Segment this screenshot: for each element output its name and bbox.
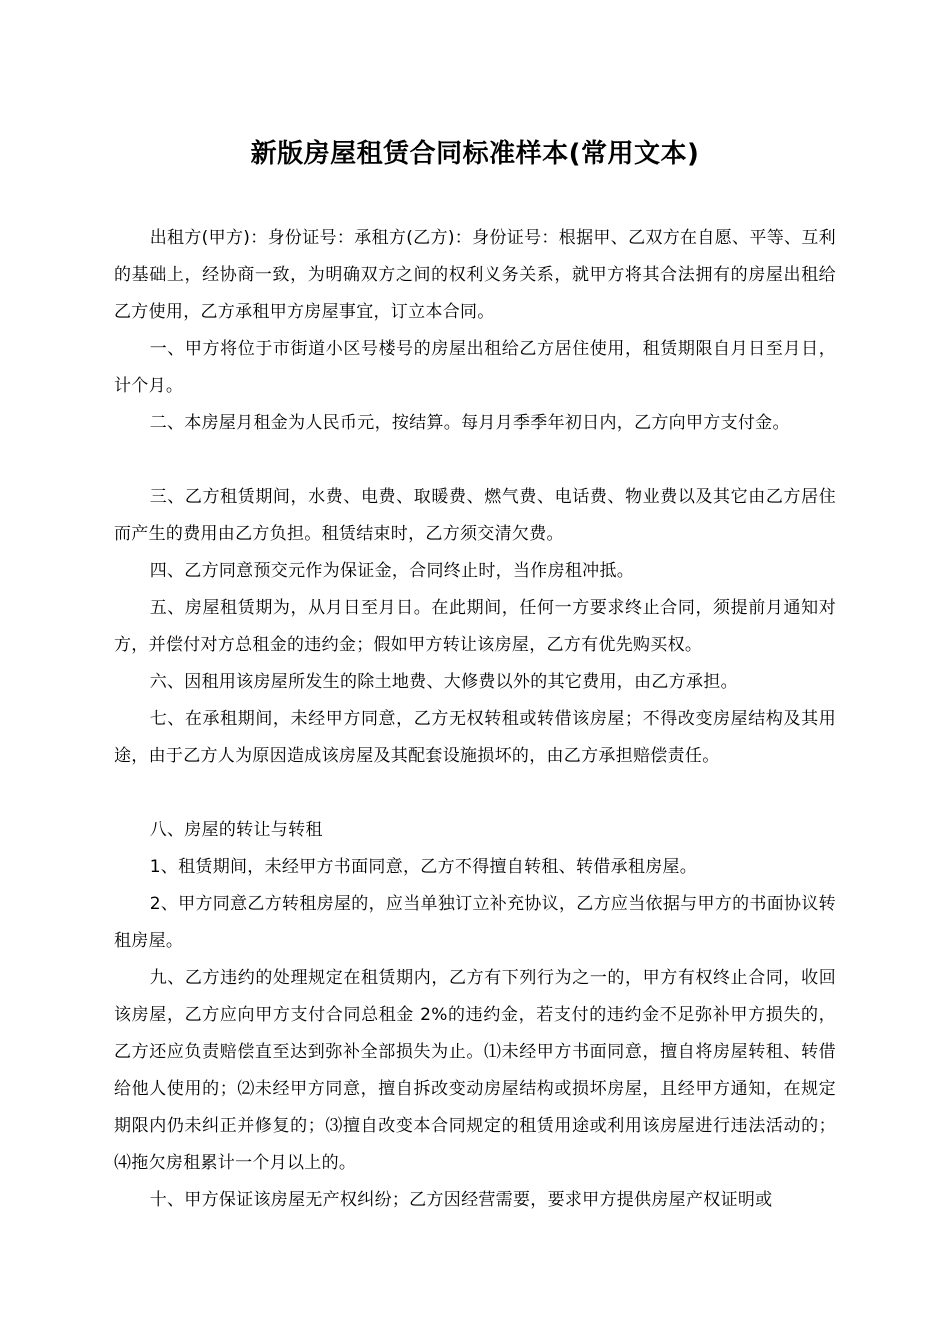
paragraph-clause-4: 四、乙方同意预交元作为保证金，合同终止时，当作房租冲抵。 <box>149 561 635 581</box>
paragraph-clause-7: 七、在承租期间，未经甲方同意，乙方无权转租或转借该房屋；不得改变房屋结构及其用途，由于乙方人为原因造成该房屋及其配套设施损坏的，由乙方承担赔偿责任。 <box>114 709 836 766</box>
paragraph-clause-6: 六、因租用该房屋所发生的除土地费、大修费以外的其它费用，由乙方承担。 <box>149 672 738 692</box>
paragraph-clause-3: 三、乙方租赁期间，水费、电费、取暖费、燃气费、电话费、物业费以及其它由乙方居住而产生的费用由乙方负担。租赁结束时，乙方须交清欠费。 <box>114 487 836 544</box>
paragraph-clause-2: 二、本房屋月租金为人民币元，按结算。每月月季季年初日内，乙方向甲方支付金。 <box>149 413 790 433</box>
paragraph-clause-8-item-2: 2、甲方同意乙方转租房屋的，应当单独订立补充协议，乙方应当依据与甲方的书面协议转租房屋。 <box>114 894 836 951</box>
paragraph-clause-5: 五、房屋租赁期为，从月日至月日。在此期间，任何一方要求终止合同，须提前月通知对方，并偿付对方总租金的违约金；假如甲方转让该房屋，乙方有优先购买权。 <box>114 598 836 655</box>
paragraph-clause-10: 十、甲方保证该房屋无产权纠纷；乙方因经营需要，要求甲方提供房屋产权证明或 <box>149 1190 773 1210</box>
paragraph-clause-1: 一、甲方将位于市街道小区号楼号的房屋出租给乙方居住使用，租赁期限自月日至月日，计个月。 <box>114 339 836 396</box>
blank-line <box>114 442 836 479</box>
paragraph-clause-8-heading: 八、房屋的转让与转租 <box>149 820 323 840</box>
paragraph-preamble: 出租方(甲方)：身份证号：承租方(乙方)：身份证号：根据甲、乙双方在自愿、平等、互利的基础上，经协商一致，为明确双方之间的权利义务关系，就甲方将其合法拥有的房屋出租给乙方使用，乙方承租甲方房屋事宜，订立本合同。 <box>114 228 836 322</box>
paragraph-clause-9: 九、乙方违约的处理规定在租赁期内，乙方有下列行为之一的，甲方有权终止合同，收回该房屋，乙方应向甲方支付合同总租金 2%的违约金，若支付的违约金不足弥补甲方损失的，乙方还应负责赔偿直至达到弥补全部损失为止。⑴未经甲方书面同意，擅自将房屋转租、转借给他人使用的；⑵未经甲方同意，擅自拆改变动房屋结构或损坏房屋，且经甲方通知，在规定期限内仍未纠正并修复的；⑶擅自改变本合同规定的租赁用途或利用该房屋进行违法活动的；⑷拖欠房租累计一个月以上的。 <box>114 968 836 1173</box>
document-title: 新版房屋租赁合同标准样本(常用文本) <box>250 139 700 169</box>
blank-line <box>114 775 836 812</box>
document-body <box>114 220 836 1219</box>
paragraph-clause-8-item-1: 1、租赁期间，未经甲方书面同意，乙方不得擅自转租、转借承租房屋。 <box>149 857 698 877</box>
